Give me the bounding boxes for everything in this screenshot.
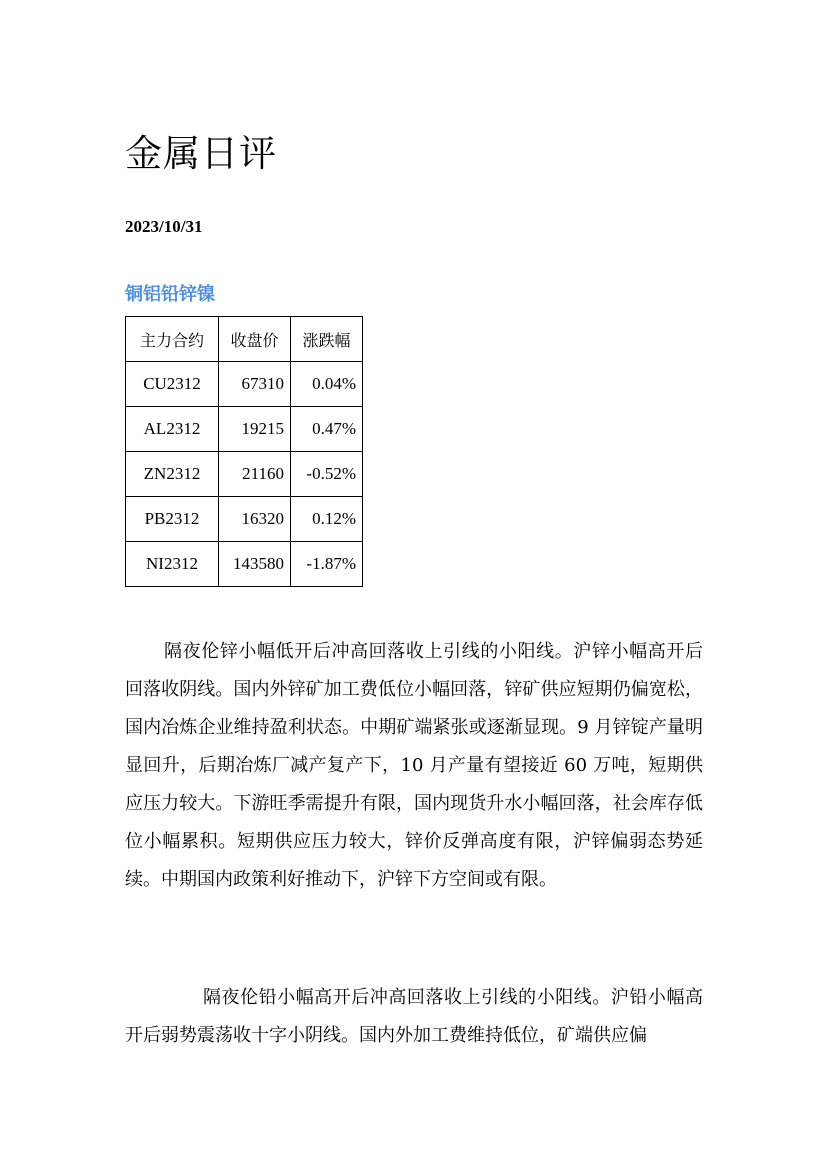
- header-change: 涨跌幅: [291, 317, 363, 362]
- contract-cell: PB2312: [126, 497, 219, 542]
- change-cell: 0.04%: [291, 362, 363, 407]
- table-row: [126, 452, 363, 497]
- table-row: [126, 362, 363, 407]
- table-row: [126, 542, 363, 587]
- contract-cell: NI2312: [126, 542, 219, 587]
- close-cell: 16320: [219, 497, 291, 542]
- contract-cell: AL2312: [126, 407, 219, 452]
- table-row: [126, 407, 363, 452]
- change-cell: 0.12%: [291, 497, 363, 542]
- quotes-table: [125, 316, 363, 587]
- zinc-commentary-paragraph: 隔夜伦锌小幅低开后冲高回落收上引线的小阳线。沪锌小幅高开后回落收阴线。国内外锌矿加工费低位小幅回落，锌矿供应短期仍偏宽松，国内冶炼企业维持盈利状态。中期矿端紧张或逐渐显现。9 月锌锭产量明显回升，后期冶炼厂减产复产下，10 月产量有望接近 60 万吨，短期供应压力较大。下游旺季需提升有限，国内现货升水小幅回落，社会库存低位小幅累积。短期供应压力较大，锌价反弹高度有限，沪锌偏弱态势延续。中期国内政策利好推动下，沪锌下方空间或有限。: [125, 641, 703, 890]
- header-close: 收盘价: [219, 317, 291, 362]
- section-title: 铜铝铅锌镍: [125, 284, 215, 305]
- lead-commentary-paragraph: 隔夜伦铅小幅高开后冲高回落收上引线的小阳线。沪铅小幅高开后弱势震荡收十字小阴线。国内外加工费维持低位，矿端供应偏: [125, 987, 703, 1046]
- close-cell: 21160: [219, 452, 291, 497]
- contract-cell: CU2312: [126, 362, 219, 407]
- close-cell: 143580: [219, 542, 291, 587]
- header-contract: 主力合约: [126, 317, 219, 362]
- page-title: 金属日评: [125, 132, 277, 175]
- change-cell: -1.87%: [291, 542, 363, 587]
- table-row: [126, 497, 363, 542]
- change-cell: 0.47%: [291, 407, 363, 452]
- report-date: 2023/10/31: [125, 217, 203, 236]
- change-cell: -0.52%: [291, 452, 363, 497]
- close-cell: 19215: [219, 407, 291, 452]
- close-cell: 67310: [219, 362, 291, 407]
- contract-cell: ZN2312: [126, 452, 219, 497]
- table-header-row: [126, 317, 363, 362]
